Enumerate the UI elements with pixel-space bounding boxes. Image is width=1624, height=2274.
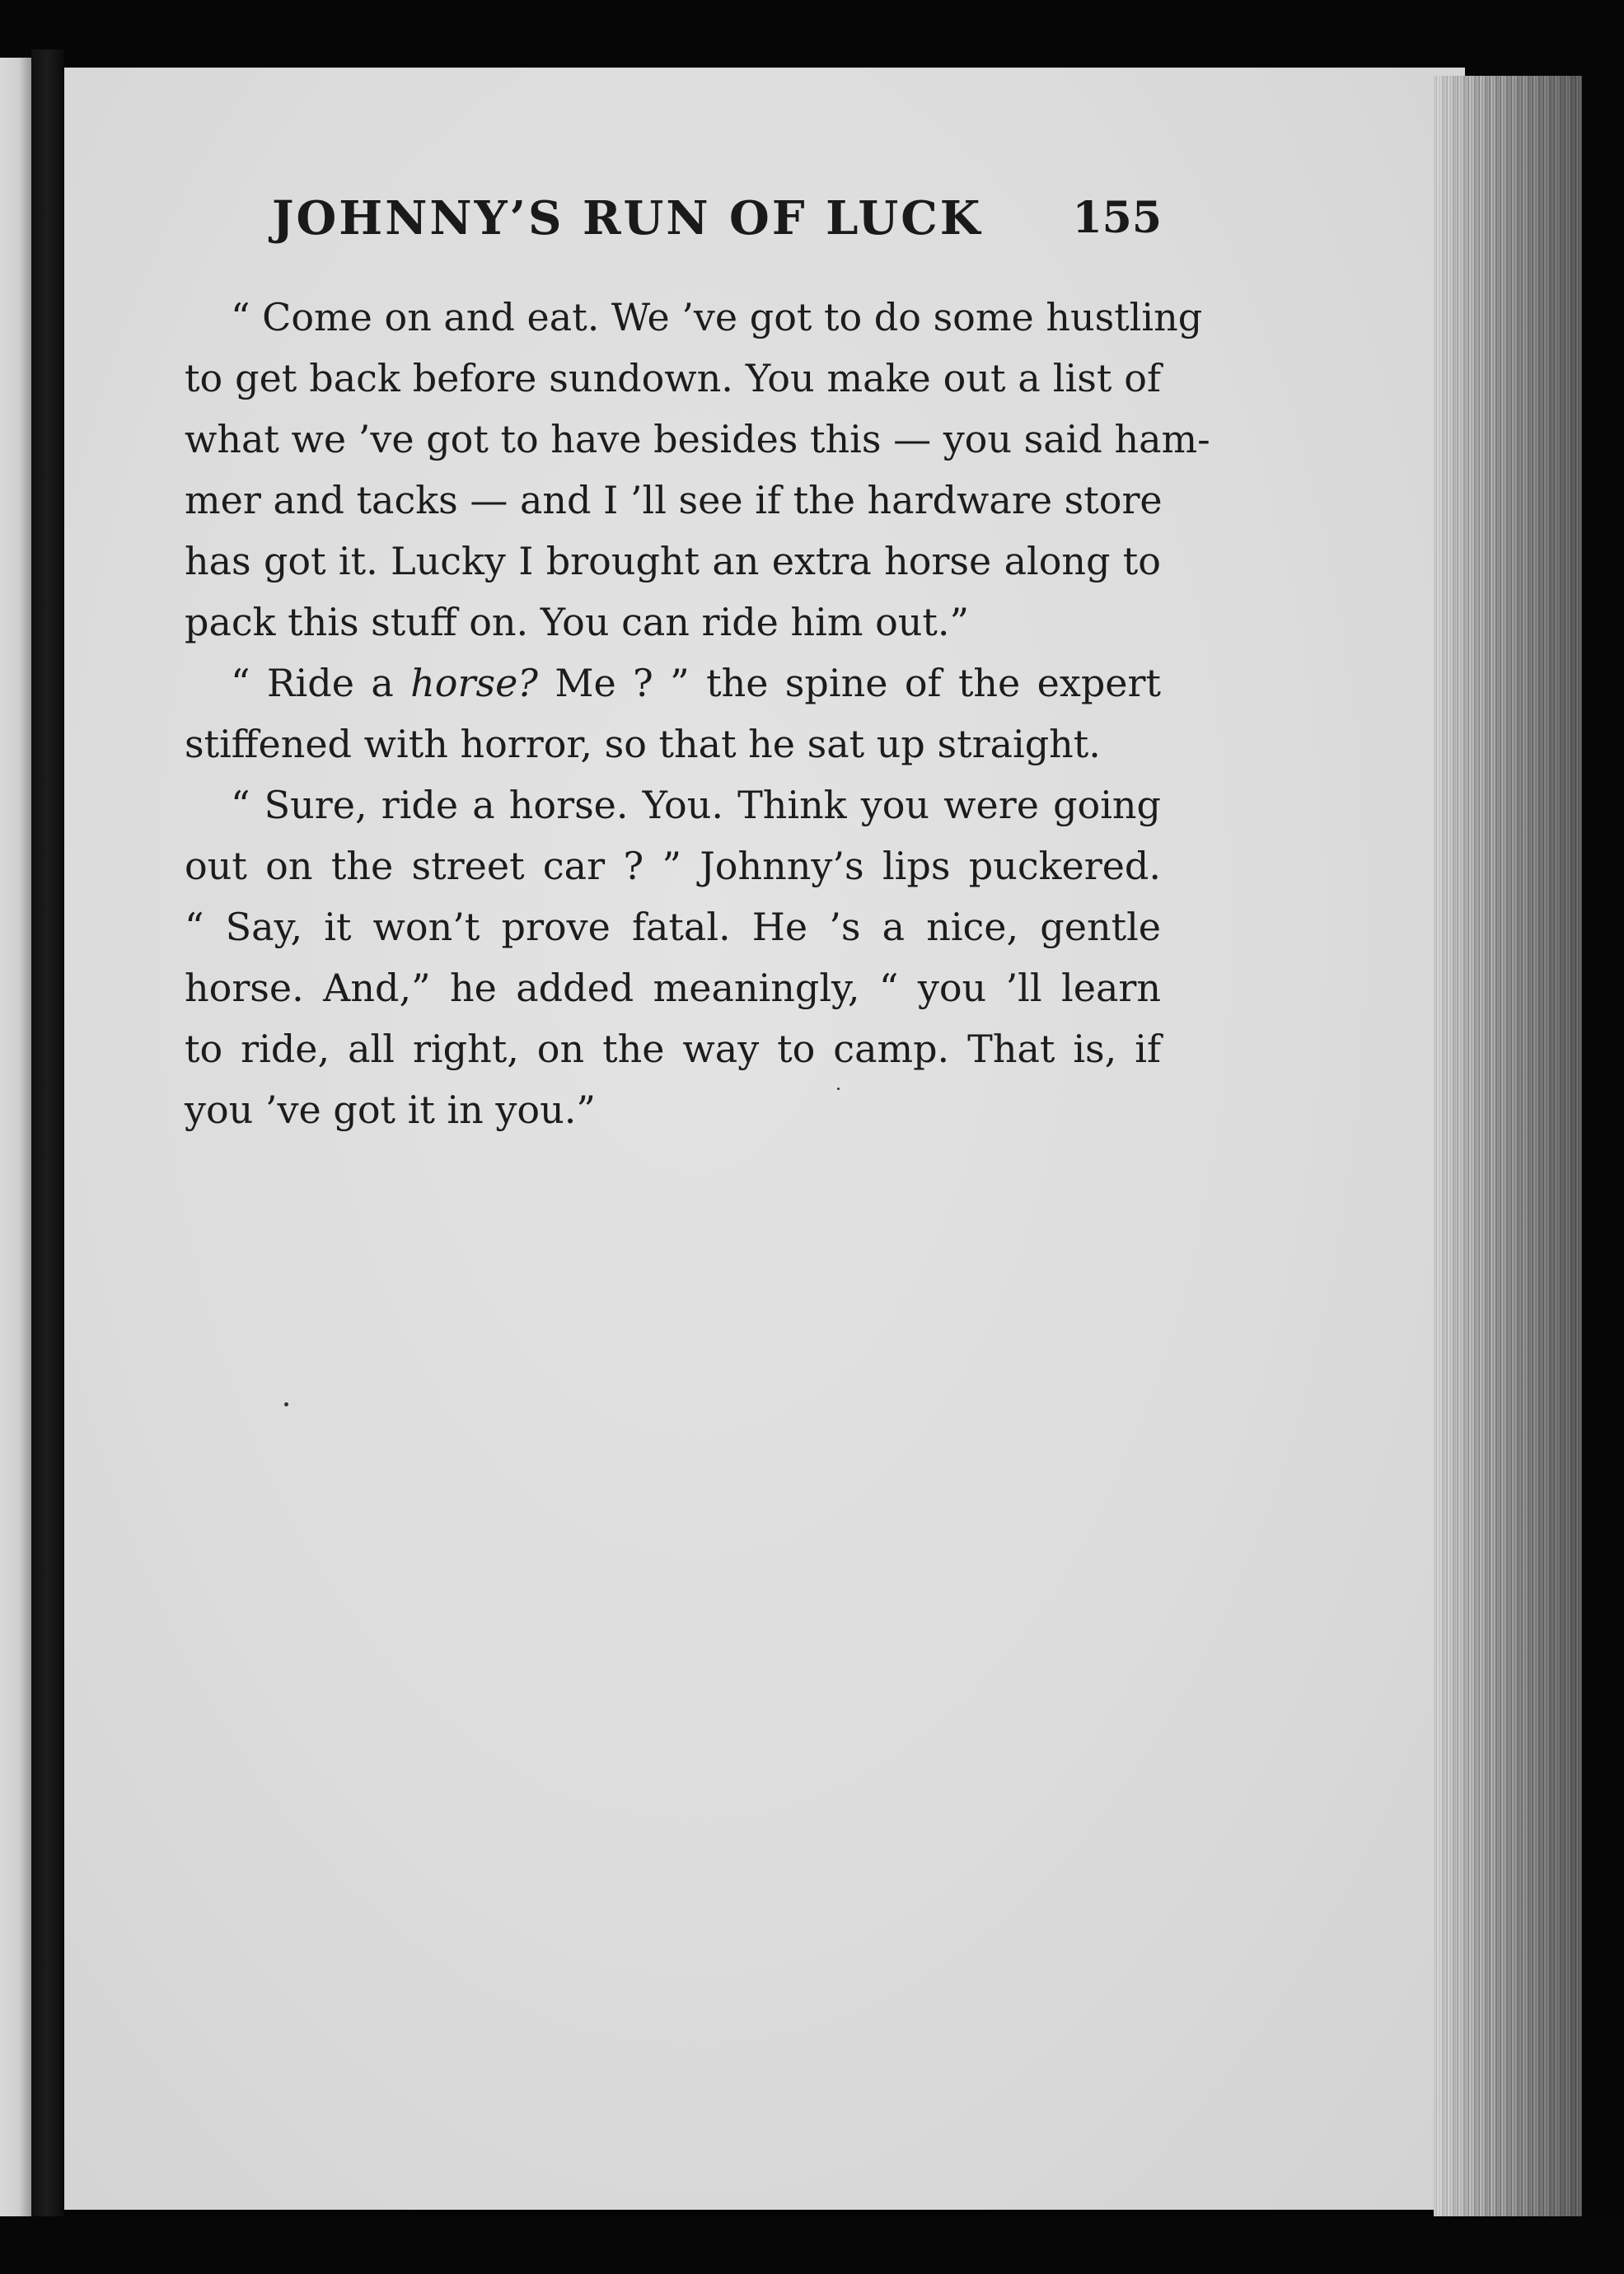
text-line-7-start: “ Ride a [231, 661, 411, 705]
left-page-edge [0, 58, 31, 2225]
italic-word: horse? [410, 661, 538, 705]
text-line-7-middle: Me ? ” [537, 661, 707, 705]
page-fore-edge [1434, 76, 1582, 2218]
text-line-4: mer and tacks — and I ’ll see if the hardware store [185, 478, 1163, 522]
text-line-7 [185, 653, 1161, 714]
text-line-3: what we ’ve got to have besides this — you said ham- [185, 417, 1210, 461]
running-head-title: JOHNNY’S RUN OF LUCK [272, 191, 983, 246]
text-line-2: to get back before sundown. You make out a list of [185, 356, 1161, 400]
page-number: 155 [1072, 193, 1162, 243]
paper-speck [837, 1088, 840, 1090]
text-line-7-end: the spine of the expert [706, 661, 1161, 705]
text-line-1: “ Come on and eat. We ’ve got to do some hustling [231, 295, 1203, 339]
text-line-8: stiffened with horror, so that he sat up straight. [185, 722, 1101, 766]
text-line-5: has got it. Lucky I brought an extra horse along to [185, 539, 1161, 583]
scan-background-right [1582, 0, 1624, 2274]
text-line-12: horse. And,” he added meaningly, “ you ’ll learn [185, 966, 1161, 1010]
text-line-10: out on the street car ? ” Johnny’s lips puckered. [185, 844, 1161, 888]
text-line-9: “ Sure, ride a horse. You. Think you were going [231, 783, 1161, 827]
book-gutter [31, 49, 64, 2233]
text-line-14: you ’ve got it in you.” [185, 1088, 596, 1132]
scan-background-bottom [0, 2216, 1624, 2274]
text-line-13: to ride, all right, on the way to camp. That is, if [185, 1027, 1161, 1071]
paper-speck [284, 1402, 288, 1406]
text-line-11: “ Say, it won’t prove fatal. He ’s a nice, gentle [185, 905, 1161, 949]
running-head [272, 191, 1162, 257]
text-line-6: pack this stuff on. You can ride him out.” [185, 600, 970, 644]
